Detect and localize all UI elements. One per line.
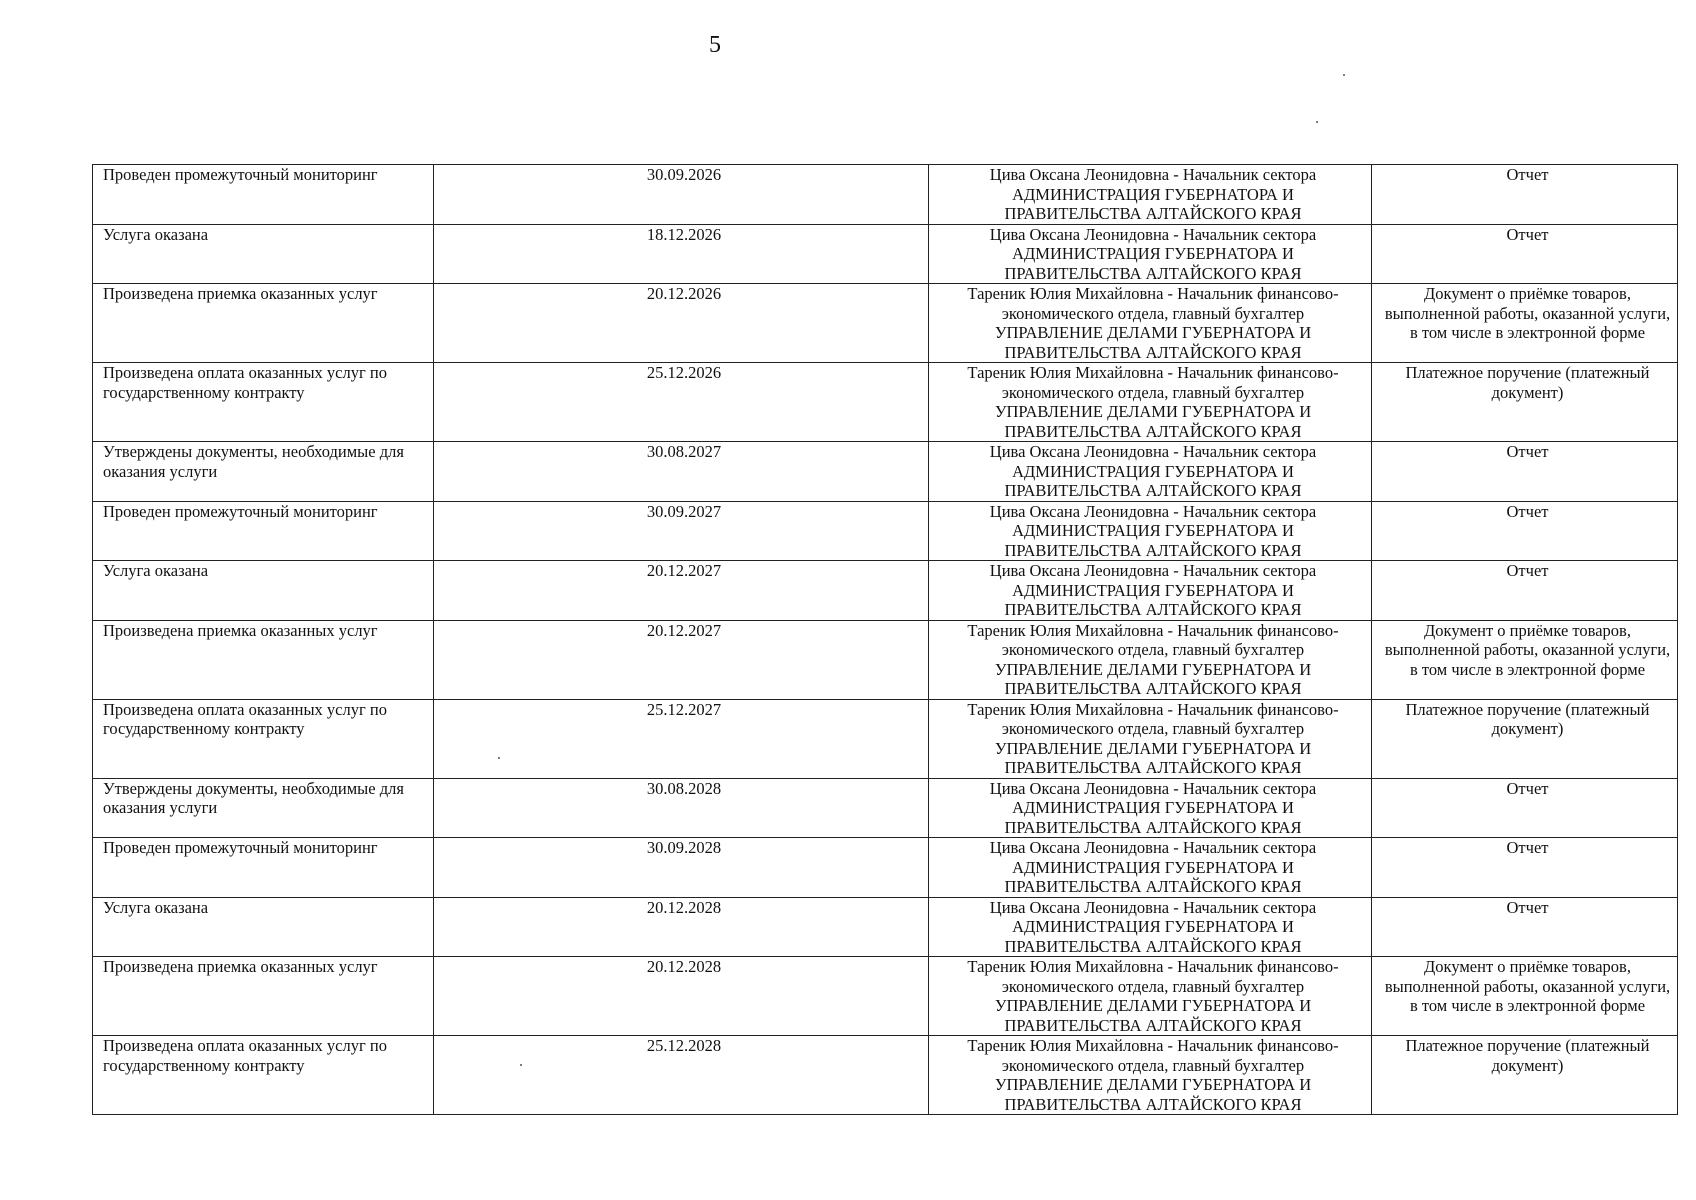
responsible-line: Цива Оксана Леонидовна - Начальник сектора — [989, 501, 1317, 521]
event-cell: Произведена оплата оказанных услуг по государственному контракту — [93, 363, 434, 442]
date-cell: 25.12.2026 — [434, 363, 929, 442]
table-row — [93, 284, 1678, 363]
responsible-line: УПРАВЛЕНИЕ ДЕЛАМИ ГУБЕРНАТОРА И — [994, 659, 1312, 679]
responsible-line: ПРАВИТЕЛЬСТВА АЛТАЙСКОГО КРАЯ — [1004, 540, 1302, 560]
schedule-table-body — [93, 165, 1678, 1115]
responsible-line: Цива Оксана Леонидовна - Начальник сектора — [989, 778, 1317, 798]
responsible-line: Тареник Юлия Михайловна - Начальник финансово- — [967, 284, 1339, 303]
date-cell: 30.09.2028 — [434, 838, 929, 898]
event-cell: Услуга оказана — [93, 897, 434, 957]
document-cell: Отчет — [1372, 778, 1678, 838]
responsible-cell — [929, 620, 1372, 699]
responsible-cell — [929, 699, 1372, 778]
event-cell: Произведена приемка оказанных услуг — [93, 957, 434, 1036]
responsible-line: АДМИНИСТРАЦИЯ ГУБЕРНАТОРА И — [1012, 580, 1294, 600]
responsible-line: АДМИНИСТРАЦИЯ ГУБЕРНАТОРА И — [1012, 917, 1294, 936]
responsible-line: Цива Оксана Леонидовна - Начальник сектора — [989, 224, 1317, 244]
document-cell: Отчет — [1372, 561, 1678, 621]
scan-speck — [1343, 74, 1345, 76]
responsible-cell — [929, 1036, 1372, 1115]
document-cell: Документ о приёмке товаров, выполненной работы, оказанной услуги, в том числе в электронной форме — [1372, 284, 1678, 363]
table-row — [93, 778, 1678, 838]
table-row — [93, 1036, 1678, 1115]
table-row — [93, 620, 1678, 699]
responsible-line: УПРАВЛЕНИЕ ДЕЛАМИ ГУБЕРНАТОРА И — [994, 1075, 1312, 1094]
responsible-line: АДМИНИСТРАЦИЯ ГУБЕРНАТОРА И — [1012, 244, 1294, 263]
responsible-line: Тареник Юлия Михайловна - Начальник финансово- — [967, 957, 1339, 976]
responsible-line: ПРАВИТЕЛЬСТВА АЛТАЙСКОГО КРАЯ — [1004, 1015, 1302, 1035]
date-cell: 30.09.2027 — [434, 501, 929, 561]
document-cell: Платежное поручение (платежный документ) — [1372, 363, 1678, 442]
schedule-table — [92, 164, 1678, 1115]
responsible-line: УПРАВЛЕНИЕ ДЕЛАМИ ГУБЕРНАТОРА И — [994, 323, 1312, 342]
responsible-line: Цива Оксана Леонидовна - Начальник сектора — [989, 838, 1317, 857]
event-cell: Услуга оказана — [93, 224, 434, 284]
responsible-line: Цива Оксана Леонидовна - Начальник сектора — [989, 165, 1317, 184]
page-number: 5 — [709, 32, 721, 58]
date-cell: 20.12.2027 — [434, 620, 929, 699]
responsible-cell — [929, 284, 1372, 363]
responsible-line: ПРАВИТЕЛЬСТВА АЛТАЙСКОГО КРАЯ — [1004, 481, 1302, 500]
event-cell: Утверждены документы, необходимые для оказания услуги — [93, 778, 434, 838]
responsible-line: Цива Оксана Леонидовна - Начальник сектора — [989, 897, 1317, 917]
responsible-line: экономического отдела, главный бухгалтер — [1001, 382, 1305, 402]
event-cell: Произведена оплата оказанных услуг по государственному контракту — [93, 1036, 434, 1115]
responsible-cell — [929, 442, 1372, 502]
event-cell: Проведен промежуточный мониторинг — [93, 838, 434, 898]
table-row — [93, 699, 1678, 778]
scan-speck — [1316, 121, 1318, 123]
date-cell: 20.12.2028 — [434, 897, 929, 957]
table-row — [93, 561, 1678, 621]
document-cell: Отчет — [1372, 224, 1678, 284]
document-cell: Отчет — [1372, 838, 1678, 898]
responsible-line: УПРАВЛЕНИЕ ДЕЛАМИ ГУБЕРНАТОРА И — [994, 738, 1312, 758]
event-cell: Произведена приемка оказанных услуг — [93, 284, 434, 363]
responsible-line: экономического отдела, главный бухгалтер — [1001, 719, 1305, 738]
event-cell: Утверждены документы, необходимые для оказания услуги — [93, 442, 434, 502]
responsible-line: экономического отдела, главный бухгалтер — [1001, 303, 1305, 323]
date-cell: 30.09.2026 — [434, 165, 929, 225]
date-cell: 20.12.2026 — [434, 284, 929, 363]
responsible-line: Цива Оксана Леонидовна - Начальник сектора — [989, 442, 1317, 461]
responsible-cell — [929, 363, 1372, 442]
event-cell: Услуга оказана — [93, 561, 434, 621]
responsible-line: АДМИНИСТРАЦИЯ ГУБЕРНАТОРА И — [1012, 857, 1294, 877]
responsible-line: Тареник Юлия Михайловна - Начальник финансово- — [967, 363, 1339, 382]
document-cell: Отчет — [1372, 442, 1678, 502]
responsible-line: АДМИНИСТРАЦИЯ ГУБЕРНАТОРА И — [1012, 461, 1294, 481]
document-cell: Отчет — [1372, 501, 1678, 561]
date-cell: 25.12.2028 — [434, 1036, 929, 1115]
responsible-line: ПРАВИТЕЛЬСТВА АЛТАЙСКОГО КРАЯ — [1004, 817, 1302, 837]
responsible-cell — [929, 838, 1372, 898]
table-row — [93, 957, 1678, 1036]
document-cell: Отчет — [1372, 165, 1678, 225]
responsible-line: ПРАВИТЕЛЬСТВА АЛТАЙСКОГО КРАЯ — [1004, 936, 1302, 956]
event-cell: Произведена оплата оказанных услуг по государственному контракту — [93, 699, 434, 778]
responsible-line: АДМИНИСТРАЦИЯ ГУБЕРНАТОРА И — [1012, 184, 1294, 204]
event-cell: Проведен промежуточный мониторинг — [93, 501, 434, 561]
responsible-line: Тареник Юлия Михайловна - Начальник финансово- — [967, 1036, 1339, 1055]
table-row — [93, 224, 1678, 284]
table-row — [93, 501, 1678, 561]
responsible-line: Тареник Юлия Михайловна - Начальник финансово- — [967, 620, 1339, 640]
responsible-line: Тареник Юлия Михайловна - Начальник финансово- — [967, 699, 1339, 719]
table-row — [93, 165, 1678, 225]
responsible-line: ПРАВИТЕЛЬСТВА АЛТАЙСКОГО КРАЯ — [1004, 600, 1302, 619]
date-cell: 18.12.2026 — [434, 224, 929, 284]
responsible-cell — [929, 165, 1372, 225]
date-cell: 25.12.2027 — [434, 699, 929, 778]
responsible-cell — [929, 778, 1372, 838]
responsible-cell — [929, 501, 1372, 561]
table-row — [93, 363, 1678, 442]
responsible-line: АДМИНИСТРАЦИЯ ГУБЕРНАТОРА И — [1012, 521, 1294, 540]
date-cell: 20.12.2027 — [434, 561, 929, 621]
document-cell: Документ о приёмке товаров, выполненной работы, оказанной услуги, в том числе в электронной форме — [1372, 957, 1678, 1036]
responsible-cell — [929, 957, 1372, 1036]
event-cell: Проведен промежуточный мониторинг — [93, 165, 434, 225]
responsible-line: ПРАВИТЕЛЬСТВА АЛТАЙСКОГО КРАЯ — [1004, 263, 1302, 283]
document-cell: Платежное поручение (платежный документ) — [1372, 699, 1678, 778]
document-cell: Отчет — [1372, 897, 1678, 957]
responsible-line: ПРАВИТЕЛЬСТВА АЛТАЙСКОГО КРАЯ — [1004, 342, 1302, 362]
responsible-line: экономического отдела, главный бухгалтер — [1001, 976, 1305, 996]
responsible-cell — [929, 561, 1372, 621]
responsible-cell — [929, 224, 1372, 284]
responsible-line: ПРАВИТЕЛЬСТВА АЛТАЙСКОГО КРАЯ — [1004, 679, 1302, 698]
responsible-line: ПРАВИТЕЛЬСТВА АЛТАЙСКОГО КРАЯ — [1004, 877, 1302, 896]
date-cell: 20.12.2028 — [434, 957, 929, 1036]
document-cell: Платежное поручение (платежный документ) — [1372, 1036, 1678, 1115]
responsible-line: экономического отдела, главный бухгалтер — [1001, 1055, 1305, 1075]
responsible-line: УПРАВЛЕНИЕ ДЕЛАМИ ГУБЕРНАТОРА И — [994, 996, 1312, 1015]
table-row — [93, 838, 1678, 898]
responsible-line: УПРАВЛЕНИЕ ДЕЛАМИ ГУБЕРНАТОРА И — [994, 402, 1312, 421]
responsible-line: ПРАВИТЕЛЬСТВА АЛТАЙСКОГО КРАЯ — [1004, 758, 1302, 777]
responsible-line: экономического отдела, главный бухгалтер — [1001, 640, 1305, 659]
document-cell: Документ о приёмке товаров, выполненной работы, оказанной услуги, в том числе в электронной форме — [1372, 620, 1678, 699]
date-cell: 30.08.2027 — [434, 442, 929, 502]
event-cell: Произведена приемка оказанных услуг — [93, 620, 434, 699]
date-cell: 30.08.2028 — [434, 778, 929, 838]
table-row — [93, 442, 1678, 502]
responsible-line: АДМИНИСТРАЦИЯ ГУБЕРНАТОРА И — [1012, 798, 1294, 817]
responsible-line: Цива Оксана Леонидовна - Начальник сектора — [989, 561, 1317, 580]
table-row — [93, 897, 1678, 957]
responsible-line: ПРАВИТЕЛЬСТВА АЛТАЙСКОГО КРАЯ — [1004, 1094, 1302, 1114]
responsible-line: ПРАВИТЕЛЬСТВА АЛТАЙСКОГО КРАЯ — [1004, 204, 1302, 223]
responsible-cell — [929, 897, 1372, 957]
responsible-line: ПРАВИТЕЛЬСТВА АЛТАЙСКОГО КРАЯ — [1004, 421, 1302, 441]
